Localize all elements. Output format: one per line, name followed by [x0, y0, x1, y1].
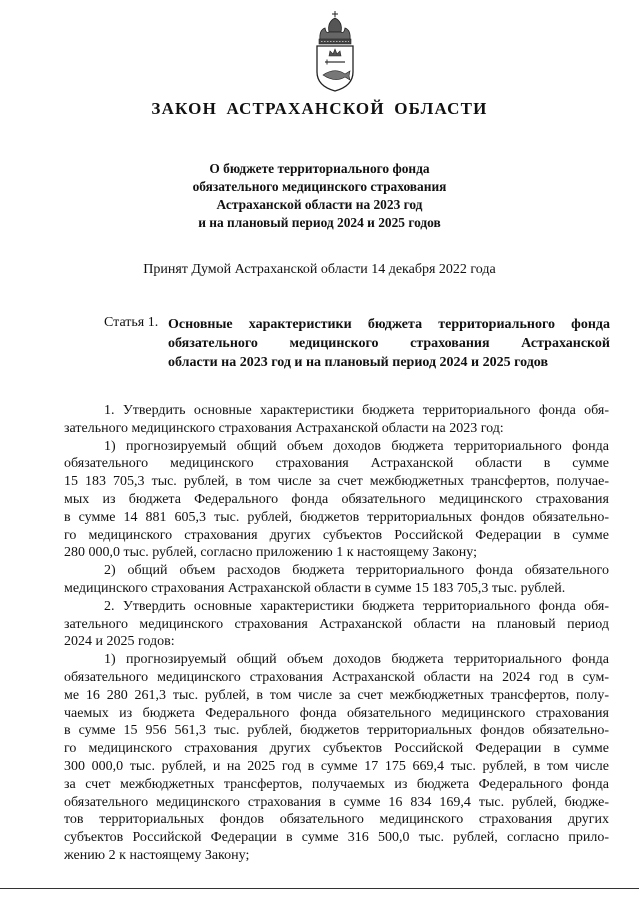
body-line: мых из бюджета Федерального фонда обязательного медицинского страхования [64, 491, 609, 507]
body-line: обязательного медицинского страхования Астраханской области в сумме [64, 456, 609, 472]
body-line: обязательного медицинского страхования Астраханской области на 2024 год в сум- [64, 669, 609, 685]
body-line: го медицинского страхования других субъектов Российской Федерации в сумме [64, 741, 609, 757]
subject-line: Астраханской области на 2023 год [216, 197, 423, 212]
subject-line: О бюджете территориального фонда [209, 161, 430, 176]
article-title-line: обязательного медицинского страхования Астраханской [168, 336, 610, 351]
body-line: 1. Утвердить основные характеристики бюджета территориального фонда обя- [104, 403, 609, 418]
article-title [168, 315, 610, 372]
subject-line: обязательного медицинского страхования [192, 179, 447, 194]
body-line: зательного медицинского страхования Астраханской области на плановый период [64, 616, 609, 632]
body-line: тов территориальных фондов обязательного медицинского страхования других [64, 812, 609, 828]
body-line: 2024 и 2025 годов: [64, 634, 175, 650]
article-body [64, 402, 609, 865]
body-line: 2) общий объем расходов бюджета территориального фонда обязательного [104, 563, 609, 579]
body-line: го медицинского страхования других субъектов Российской Федерации в сумме [64, 527, 609, 543]
body-line: 300 000,0 тыс. рублей, и на 2025 год в сумме 17 175 669,4 тыс. рублей, в том числе [64, 758, 609, 774]
article-number: Статья 1. [104, 315, 159, 330]
body-line: за счет межбюджетных трансфертов, получаемых из бюджета Федерального фонда [64, 776, 609, 792]
article-title-line: Основные характеристики бюджета территориального фонда [168, 317, 610, 332]
astrakhan-coat-of-arms-icon [312, 10, 358, 92]
body-line: жению 2 к настоящему Закону; [64, 847, 250, 863]
body-line: чаемых из бюджета Федерального фонда обязательного медицинского страхования [64, 705, 609, 721]
body-line: 280 000,0 тыс. рублей, согласно приложению 1 к настоящему Закону; [64, 545, 477, 561]
body-line: в сумме 14 881 605,3 тыс. рублей, бюджетов территориальных фондов обязательно- [64, 509, 609, 525]
body-line: обязательного медицинского страхования в сумме 16 834 169,4 тыс. рублей, бюдже- [64, 794, 609, 810]
body-line: 2. Утвердить основные характеристики бюджета территориального фонда обя- [104, 598, 609, 614]
body-line: 1) прогнозируемый общий объем доходов бюджета территориального фонда [104, 438, 609, 454]
body-line: субъектов Российской Федерации в сумме 316 500,0 тыс. рублей, согласно прило- [64, 830, 609, 846]
article-title-line: области на 2023 год и на плановый период 2024 и 2025 годов [168, 355, 549, 370]
coat-of-arms-emblem [312, 10, 358, 92]
law-subject [0, 160, 639, 232]
body-line: в сумме 15 956 561,3 тыс. рублей, бюджетов территориальных фондов обязательно- [64, 723, 609, 739]
body-line: зательного медицинского страхования Астраханской области на 2023 год: [64, 420, 504, 436]
body-line: 15 183 705,3 тыс. рублей, в том числе за счет межбюджетных трансфертов, получае- [64, 474, 609, 490]
law-title: ЗАКОН АСТРАХАНСКОЙ ОБЛАСТИ [151, 99, 488, 118]
body-line: 1) прогнозируемый общий объем доходов бюджета территориального фонда [104, 652, 609, 668]
adoption-note: Принят Думой Астраханской области 14 декабря 2022 года [143, 262, 496, 277]
body-line: ме 16 280 261,3 тыс. рублей, в том числе за счет межбюджетных трансфертов, полу- [64, 687, 609, 703]
page-bottom-rule [0, 888, 639, 889]
body-line: медицинского страхования Астраханской области в сумме 15 183 705,3 тыс. рублей. [64, 580, 566, 596]
subject-line: и на плановый период 2024 и 2025 годов [198, 215, 441, 230]
